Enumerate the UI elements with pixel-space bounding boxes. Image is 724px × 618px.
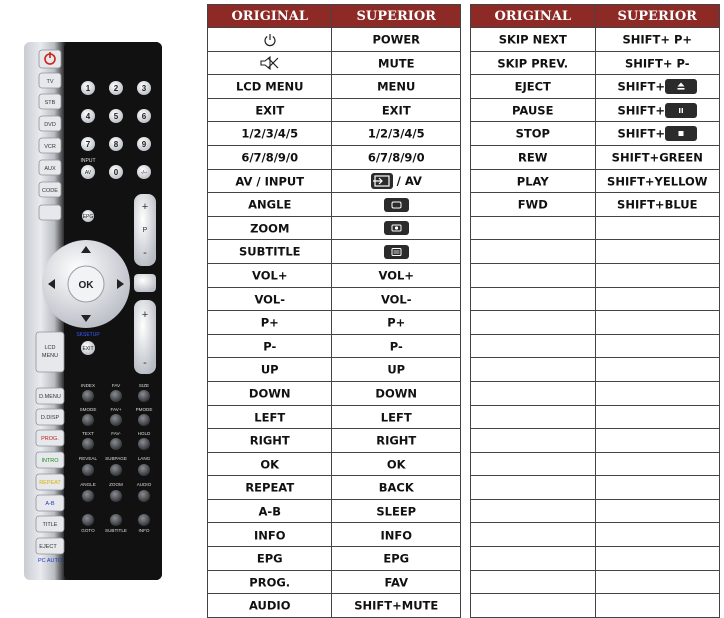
svg-text:-: -: [143, 247, 147, 259]
superior-cell: [332, 51, 461, 75]
original-cell: [208, 429, 332, 453]
empty-table-row: [471, 452, 720, 476]
table-row: [208, 358, 461, 382]
svg-text:+: +: [141, 309, 149, 321]
superior-text: INFO: [380, 528, 413, 543]
table-row: [208, 263, 461, 287]
empty-cell: [471, 358, 596, 382]
original-text: AUDIO: [248, 598, 291, 613]
original-cell: [471, 51, 596, 75]
superior-text: SHIFT+YELLOW: [607, 174, 708, 189]
original-cell: [471, 98, 596, 122]
remote-label-prog: PROG.: [41, 436, 59, 442]
remote-label-stb: STB: [44, 100, 56, 106]
empty-cell: [595, 547, 720, 571]
table-header-row: [208, 5, 461, 28]
original-text: SKIP PREV.: [497, 56, 569, 71]
table-row: [208, 452, 461, 476]
original-text: EXIT: [255, 103, 285, 118]
superior-text: SHIFT+BLUE: [617, 197, 698, 212]
superior-cell: [332, 547, 461, 571]
original-text: PAUSE: [512, 103, 554, 118]
remote-digit-1: 1: [85, 84, 91, 93]
original-cell: [208, 381, 332, 405]
original-text: ZOOM: [250, 221, 290, 236]
superior-text: MENU: [377, 79, 416, 94]
table-header-row: [471, 5, 720, 28]
table-row: [208, 476, 461, 500]
empty-cell: [471, 547, 596, 571]
superior-cell: [332, 476, 461, 500]
original-cell: [208, 193, 332, 217]
empty-cell: [595, 358, 720, 382]
superior-cell: [332, 570, 461, 594]
superior-cell: [595, 98, 720, 122]
original-cell: [208, 169, 332, 193]
superior-cell: [332, 405, 461, 429]
superior-text: BACK: [378, 480, 414, 495]
remote-digit-4: 4: [85, 112, 91, 121]
superior-text: SLEEP: [376, 504, 417, 519]
original-cell: [208, 263, 332, 287]
stop-button-icon: [665, 126, 697, 141]
table-row: [208, 287, 461, 311]
remote-label-dash: -/--: [140, 170, 148, 176]
table-row: [208, 193, 461, 217]
remote-digit-7: 7: [85, 140, 91, 149]
angle-button-icon: [384, 197, 409, 212]
empty-cell: [471, 499, 596, 523]
remote-label-av: AV: [84, 170, 92, 176]
remote-label-dvd: DVD: [44, 122, 56, 128]
table-row: [208, 28, 461, 52]
empty-table-row: [471, 547, 720, 571]
original-cell: [471, 122, 596, 146]
empty-table-row: [471, 594, 720, 618]
empty-cell: [595, 429, 720, 453]
empty-cell: [471, 263, 596, 287]
table-row: [208, 499, 461, 523]
superior-text: POWER: [372, 32, 421, 47]
empty-table-row: [471, 523, 720, 547]
remote-label-subtitle: SUBTITLE: [105, 528, 127, 533]
remote-label-eject: EJECT: [39, 544, 57, 550]
original-cell: [208, 334, 332, 358]
original-text: VOL-: [254, 292, 286, 307]
header-superior: SUPERIOR: [332, 5, 461, 28]
header-original: ORIGINAL: [208, 5, 332, 28]
original-text: VOL+: [252, 268, 288, 283]
table-row: [208, 75, 461, 99]
original-cell: [471, 145, 596, 169]
superior-text: FAV: [384, 575, 409, 590]
remote-label-text: TEXT: [82, 431, 94, 436]
remote-label-reveal: REVEAL: [78, 456, 98, 461]
superior-cell: [332, 240, 461, 264]
subtitle-button-icon: [384, 245, 409, 260]
remote-label-ddisp: D.DISP: [40, 415, 60, 421]
empty-cell: [595, 287, 720, 311]
remote-digit-8: 8: [113, 140, 119, 149]
mapping-table-right: [470, 4, 720, 618]
table-row: [471, 169, 720, 193]
original-cell: [208, 51, 332, 75]
original-cell: [471, 169, 596, 193]
superior-text: SHIFT+: [617, 126, 666, 141]
remote-label-pcauto: PC AUTO: [37, 558, 63, 564]
empty-cell: [595, 334, 720, 358]
superior-text: VOL+: [378, 268, 414, 283]
original-text: SKIP NEXT: [498, 32, 567, 47]
empty-cell: [595, 381, 720, 405]
original-text: P+: [260, 315, 279, 330]
empty-cell: [471, 476, 596, 500]
superior-cell: [332, 122, 461, 146]
input-source-icon: [371, 173, 393, 189]
superior-text: 6/7/8/9/0: [367, 150, 425, 165]
empty-cell: [471, 240, 596, 264]
remote-label-smode: SMODE: [79, 407, 97, 412]
original-cell: [471, 28, 596, 52]
table-row: [208, 523, 461, 547]
table-row: [208, 240, 461, 264]
original-text: REW: [518, 150, 548, 165]
superior-text: OK: [386, 457, 406, 472]
table-row: [208, 311, 461, 335]
remote-label-size: SIZE: [138, 383, 150, 388]
remote-label-repeat: REPEAT: [39, 480, 61, 486]
superior-cell: [332, 75, 461, 99]
original-text: INFO: [253, 528, 286, 543]
table-row: [471, 75, 720, 99]
empty-cell: [471, 405, 596, 429]
original-cell: [471, 193, 596, 217]
superior-cell: [332, 263, 461, 287]
remote-label-code: CODE: [42, 188, 58, 194]
table-row: [208, 405, 461, 429]
empty-table-row: [471, 311, 720, 335]
superior-cell: [332, 98, 461, 122]
original-text: UP: [260, 362, 279, 377]
empty-cell: [595, 476, 720, 500]
table-row: [471, 28, 720, 52]
power-icon: [263, 32, 277, 47]
table-row: [208, 98, 461, 122]
table-row: [208, 381, 461, 405]
remote-label-index: INDEX: [80, 383, 96, 388]
empty-table-row: [471, 429, 720, 453]
remote-label-input: INPUT: [80, 158, 96, 164]
empty-cell: [471, 429, 596, 453]
original-cell: [208, 358, 332, 382]
remote-label-p: P: [142, 227, 148, 234]
original-text: REPEAT: [245, 480, 295, 495]
mute-speaker-icon: [259, 56, 281, 71]
superior-text: EPG: [383, 551, 410, 566]
superior-text: VOL-: [380, 292, 412, 307]
remote-label-menu: MENU: [41, 353, 59, 359]
original-text: EJECT: [514, 79, 551, 94]
remote-label-dmenu: D.MENU: [39, 394, 61, 400]
superior-text: 1/2/3/4/5: [367, 126, 425, 141]
empty-cell: [471, 287, 596, 311]
superior-text: EXIT: [381, 103, 411, 118]
original-cell: [208, 311, 332, 335]
empty-cell: [471, 381, 596, 405]
original-text: OK: [260, 457, 280, 472]
remote-label-goto: GOTO: [81, 528, 95, 533]
original-text: RIGHT: [249, 433, 290, 448]
superior-cell: [332, 523, 461, 547]
remote-digit-0: 0: [113, 168, 119, 177]
svg-text:-: -: [143, 357, 147, 369]
empty-cell: [471, 594, 596, 618]
superior-cell: [332, 193, 461, 217]
empty-table-row: [471, 216, 720, 240]
original-cell: [208, 452, 332, 476]
remote-label-lang: LANG: [137, 456, 151, 461]
remote-label-fav: FAV: [111, 383, 121, 388]
table-row: [471, 193, 720, 217]
empty-table-row: [471, 499, 720, 523]
original-cell: [471, 75, 596, 99]
superior-cell: [595, 169, 720, 193]
remote-label-pmode: PMODE: [135, 407, 153, 412]
original-cell: [208, 122, 332, 146]
original-text: AV / INPUT: [235, 174, 305, 189]
remote-digit-9: 9: [141, 140, 147, 149]
original-text: SUBTITLE: [238, 244, 301, 259]
remote-label-ok: OK: [78, 280, 94, 291]
original-cell: [208, 98, 332, 122]
original-text: 6/7/8/9/0: [241, 150, 299, 165]
remote-label-epg: EPG: [82, 214, 94, 220]
superior-cell: [332, 145, 461, 169]
empty-cell: [595, 452, 720, 476]
original-text: LCD MENU: [235, 79, 304, 94]
empty-cell: [595, 523, 720, 547]
superior-cell: [332, 28, 461, 52]
superior-text: SHIFT+: [617, 79, 666, 94]
remote-label-vcr: VCR: [44, 144, 56, 150]
original-cell: [208, 240, 332, 264]
superior-cell: [332, 334, 461, 358]
original-cell: [208, 75, 332, 99]
table-row: [208, 122, 461, 146]
superior-text: P+: [387, 315, 406, 330]
pause-button-icon: [665, 103, 697, 118]
remote-label-info: INFO: [138, 528, 150, 533]
zoom-button-icon: [384, 221, 409, 236]
empty-table-row: [471, 287, 720, 311]
original-cell: [208, 476, 332, 500]
header-original: ORIGINAL: [471, 5, 596, 28]
original-text: 1/2/3/4/5: [241, 126, 299, 141]
remote-label-tv: TV: [46, 79, 54, 85]
superior-cell: [595, 75, 720, 99]
empty-cell: [595, 240, 720, 264]
remote-digit-2: 2: [113, 84, 119, 93]
empty-table-row: [471, 405, 720, 429]
empty-cell: [595, 311, 720, 335]
superior-cell: [332, 594, 461, 618]
empty-table-row: [471, 570, 720, 594]
remote-label-title: TITLE: [42, 522, 58, 528]
superior-cell: [332, 381, 461, 405]
empty-cell: [595, 499, 720, 523]
superior-text: SHIFT+ P+: [622, 32, 693, 47]
original-cell: [208, 499, 332, 523]
superior-text: SHIFT+ P-: [624, 56, 690, 71]
superior-text: MUTE: [378, 56, 415, 71]
table-row: [471, 122, 720, 146]
empty-cell: [595, 263, 720, 287]
original-text: LEFT: [254, 410, 286, 425]
original-cell: [208, 405, 332, 429]
empty-table-row: [471, 240, 720, 264]
superior-text: UP: [387, 362, 406, 377]
remote-label-ab: A-B: [45, 501, 55, 507]
table-row: [471, 51, 720, 75]
empty-cell: [471, 570, 596, 594]
remote-label-aux: AUX: [44, 166, 56, 172]
original-text: EPG: [256, 551, 283, 566]
superior-text: / AV: [396, 173, 422, 188]
remote-label-angle: ANGLE: [80, 482, 96, 487]
table-row: [208, 216, 461, 240]
remote-label-hold: HOLD: [137, 431, 151, 436]
superior-cell: [332, 169, 461, 193]
original-text: DOWN: [248, 386, 291, 401]
original-cell: [208, 570, 332, 594]
remote-label-favminus: FAV-: [111, 431, 121, 436]
original-text: STOP: [515, 126, 550, 141]
empty-cell: [471, 311, 596, 335]
eject-button-icon: [665, 79, 697, 94]
table-row: [208, 570, 461, 594]
original-cell: [208, 594, 332, 618]
original-text: P-: [263, 339, 277, 354]
remote-label-lcd: LCD: [44, 345, 56, 351]
table-row: [208, 429, 461, 453]
superior-text: SHIFT+GREEN: [611, 150, 703, 165]
empty-cell: [471, 334, 596, 358]
table-row: [471, 98, 720, 122]
remote-control-image: [24, 42, 162, 580]
original-cell: [208, 216, 332, 240]
empty-cell: [595, 216, 720, 240]
original-text: A-B: [258, 504, 281, 519]
original-cell: [208, 523, 332, 547]
superior-cell: [332, 499, 461, 523]
empty-cell: [471, 523, 596, 547]
empty-table-row: [471, 476, 720, 500]
superior-cell: [332, 429, 461, 453]
superior-cell: [332, 452, 461, 476]
remote-label-favplus: FAV+: [110, 407, 122, 412]
remote-label-zoom: ZOOM: [109, 482, 123, 487]
original-cell: [208, 145, 332, 169]
remote-digit-3: 3: [141, 84, 147, 93]
superior-cell: [332, 216, 461, 240]
empty-table-row: [471, 381, 720, 405]
mapping-table-left: [207, 4, 461, 618]
empty-cell: [471, 216, 596, 240]
svg-text:+: +: [141, 201, 149, 213]
empty-cell: [595, 405, 720, 429]
table-row: [471, 145, 720, 169]
remote-label-intro: INTRO: [41, 458, 59, 464]
superior-cell: [595, 145, 720, 169]
original-cell: [208, 547, 332, 571]
header-superior: SUPERIOR: [595, 5, 720, 28]
table-row: [208, 145, 461, 169]
empty-table-row: [471, 263, 720, 287]
remote-label-sksetup: SKSETUP: [76, 332, 100, 338]
superior-cell: [595, 28, 720, 52]
table-row: [208, 334, 461, 358]
remote-label-exit: EXIT: [82, 346, 94, 352]
superior-cell: [332, 311, 461, 335]
superior-text: LEFT: [380, 410, 412, 425]
table-row: [208, 547, 461, 571]
superior-text: DOWN: [375, 386, 418, 401]
empty-cell: [595, 570, 720, 594]
empty-table-row: [471, 334, 720, 358]
original-text: FWD: [517, 197, 548, 212]
remote-label-subpage: SUBPAGE: [105, 456, 127, 461]
superior-cell: [595, 51, 720, 75]
original-cell: [208, 287, 332, 311]
superior-text: P-: [389, 339, 403, 354]
superior-text: RIGHT: [376, 433, 417, 448]
superior-text: SHIFT+: [617, 103, 666, 118]
remote-digit-5: 5: [113, 112, 119, 121]
superior-cell: [332, 358, 461, 382]
superior-cell: [595, 193, 720, 217]
original-text: PROG.: [249, 575, 291, 590]
empty-cell: [471, 452, 596, 476]
empty-table-row: [471, 358, 720, 382]
superior-cell: [332, 287, 461, 311]
table-row: [208, 51, 461, 75]
original-text: PLAY: [516, 174, 549, 189]
superior-cell: [595, 122, 720, 146]
table-row: [208, 594, 461, 618]
superior-text: SHIFT+MUTE: [354, 598, 439, 613]
original-text: ANGLE: [248, 197, 292, 212]
original-cell: [208, 28, 332, 52]
table-row: [208, 169, 461, 193]
empty-cell: [595, 594, 720, 618]
remote-digit-6: 6: [141, 112, 147, 121]
remote-label-audio: AUDIO: [136, 482, 152, 487]
